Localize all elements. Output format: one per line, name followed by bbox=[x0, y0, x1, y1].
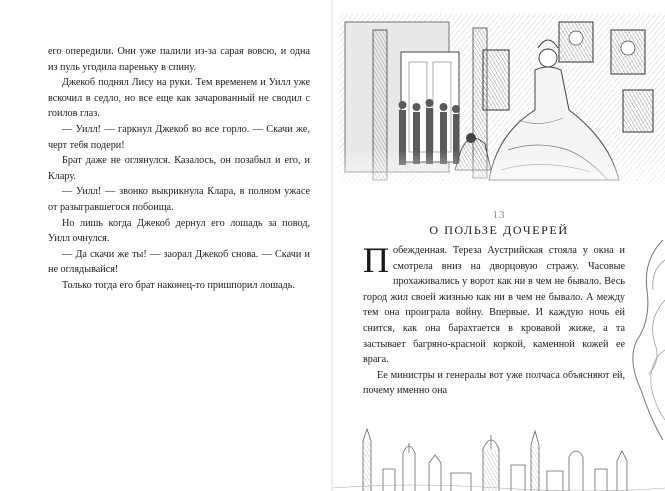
left-paragraph-3: — Уилл! — гаркнул Джекоб во все горло. — Скачи же, черт тебя подери! bbox=[48, 123, 310, 151]
left-paragraph-4: Брат даже не оглянулся. Казалось, он позабыл и его, и Клару. bbox=[48, 155, 310, 182]
chapter-illustration bbox=[333, 0, 665, 205]
right-page-text bbox=[363, 240, 625, 399]
chapter-title: О ПОЛЬЗЕ ДОЧЕРЕЙ bbox=[429, 223, 569, 237]
left-page bbox=[0, 0, 332, 491]
chapter-number: 13 bbox=[492, 209, 506, 221]
left-paragraph-1: его опередили. Они уже палили из-за сарая вовсю, и одна из пуль угодила пареньку в спину. bbox=[48, 46, 310, 73]
right-paragraph-1 bbox=[363, 240, 625, 368]
drop-cap: П bbox=[363, 240, 389, 280]
right-paragraph-1-text: обежденная. Тереза Аустрийская стояла у окна и смотрела вниз на дворцовую стражу. Часовые прохаживались у ворот как ни в чем не бывало. Весь город жил своей жизнью как ни в чем не бывало. А между тем она проиграла войну. Впервые. И каждую ночь ей снится, как она барахтается в кровавой жиже, а та застывает багряно-красной коркой, каменной кожей ее врага. bbox=[363, 245, 625, 366]
left-paragraph-6: Но лишь когда Джекоб дернул его лошадь за повод, Уилл очнулся. bbox=[48, 217, 310, 245]
left-paragraph-2: Джекоб поднял Лису на руки. Тем временем и Уилл уже вскочил в седло, но все еще как зачарованный не сводил с гоилов глаз. bbox=[48, 77, 310, 120]
skyline-svg bbox=[333, 400, 665, 491]
left-paragraph-5: — Уилл! — звонко выкрикнула Клара, в полном ужасе от разыгравшегося побоища. bbox=[48, 186, 310, 213]
palace-hall-sketch bbox=[333, 0, 665, 205]
right-page bbox=[333, 0, 665, 491]
city-skyline-sketch bbox=[333, 400, 665, 491]
left-paragraph-7: — Да скачи же ты! — заорал Джекоб снова. — Скачи и не оглядывайся! bbox=[48, 248, 310, 276]
right-paragraph-2: Ее министры и генералы вот уже полчаса объясняют ей, почему именно она bbox=[363, 369, 625, 397]
left-page-text bbox=[48, 44, 310, 294]
left-paragraph-8: Только тогда его брат наконец-то пришпорил лошадь. bbox=[62, 279, 295, 291]
